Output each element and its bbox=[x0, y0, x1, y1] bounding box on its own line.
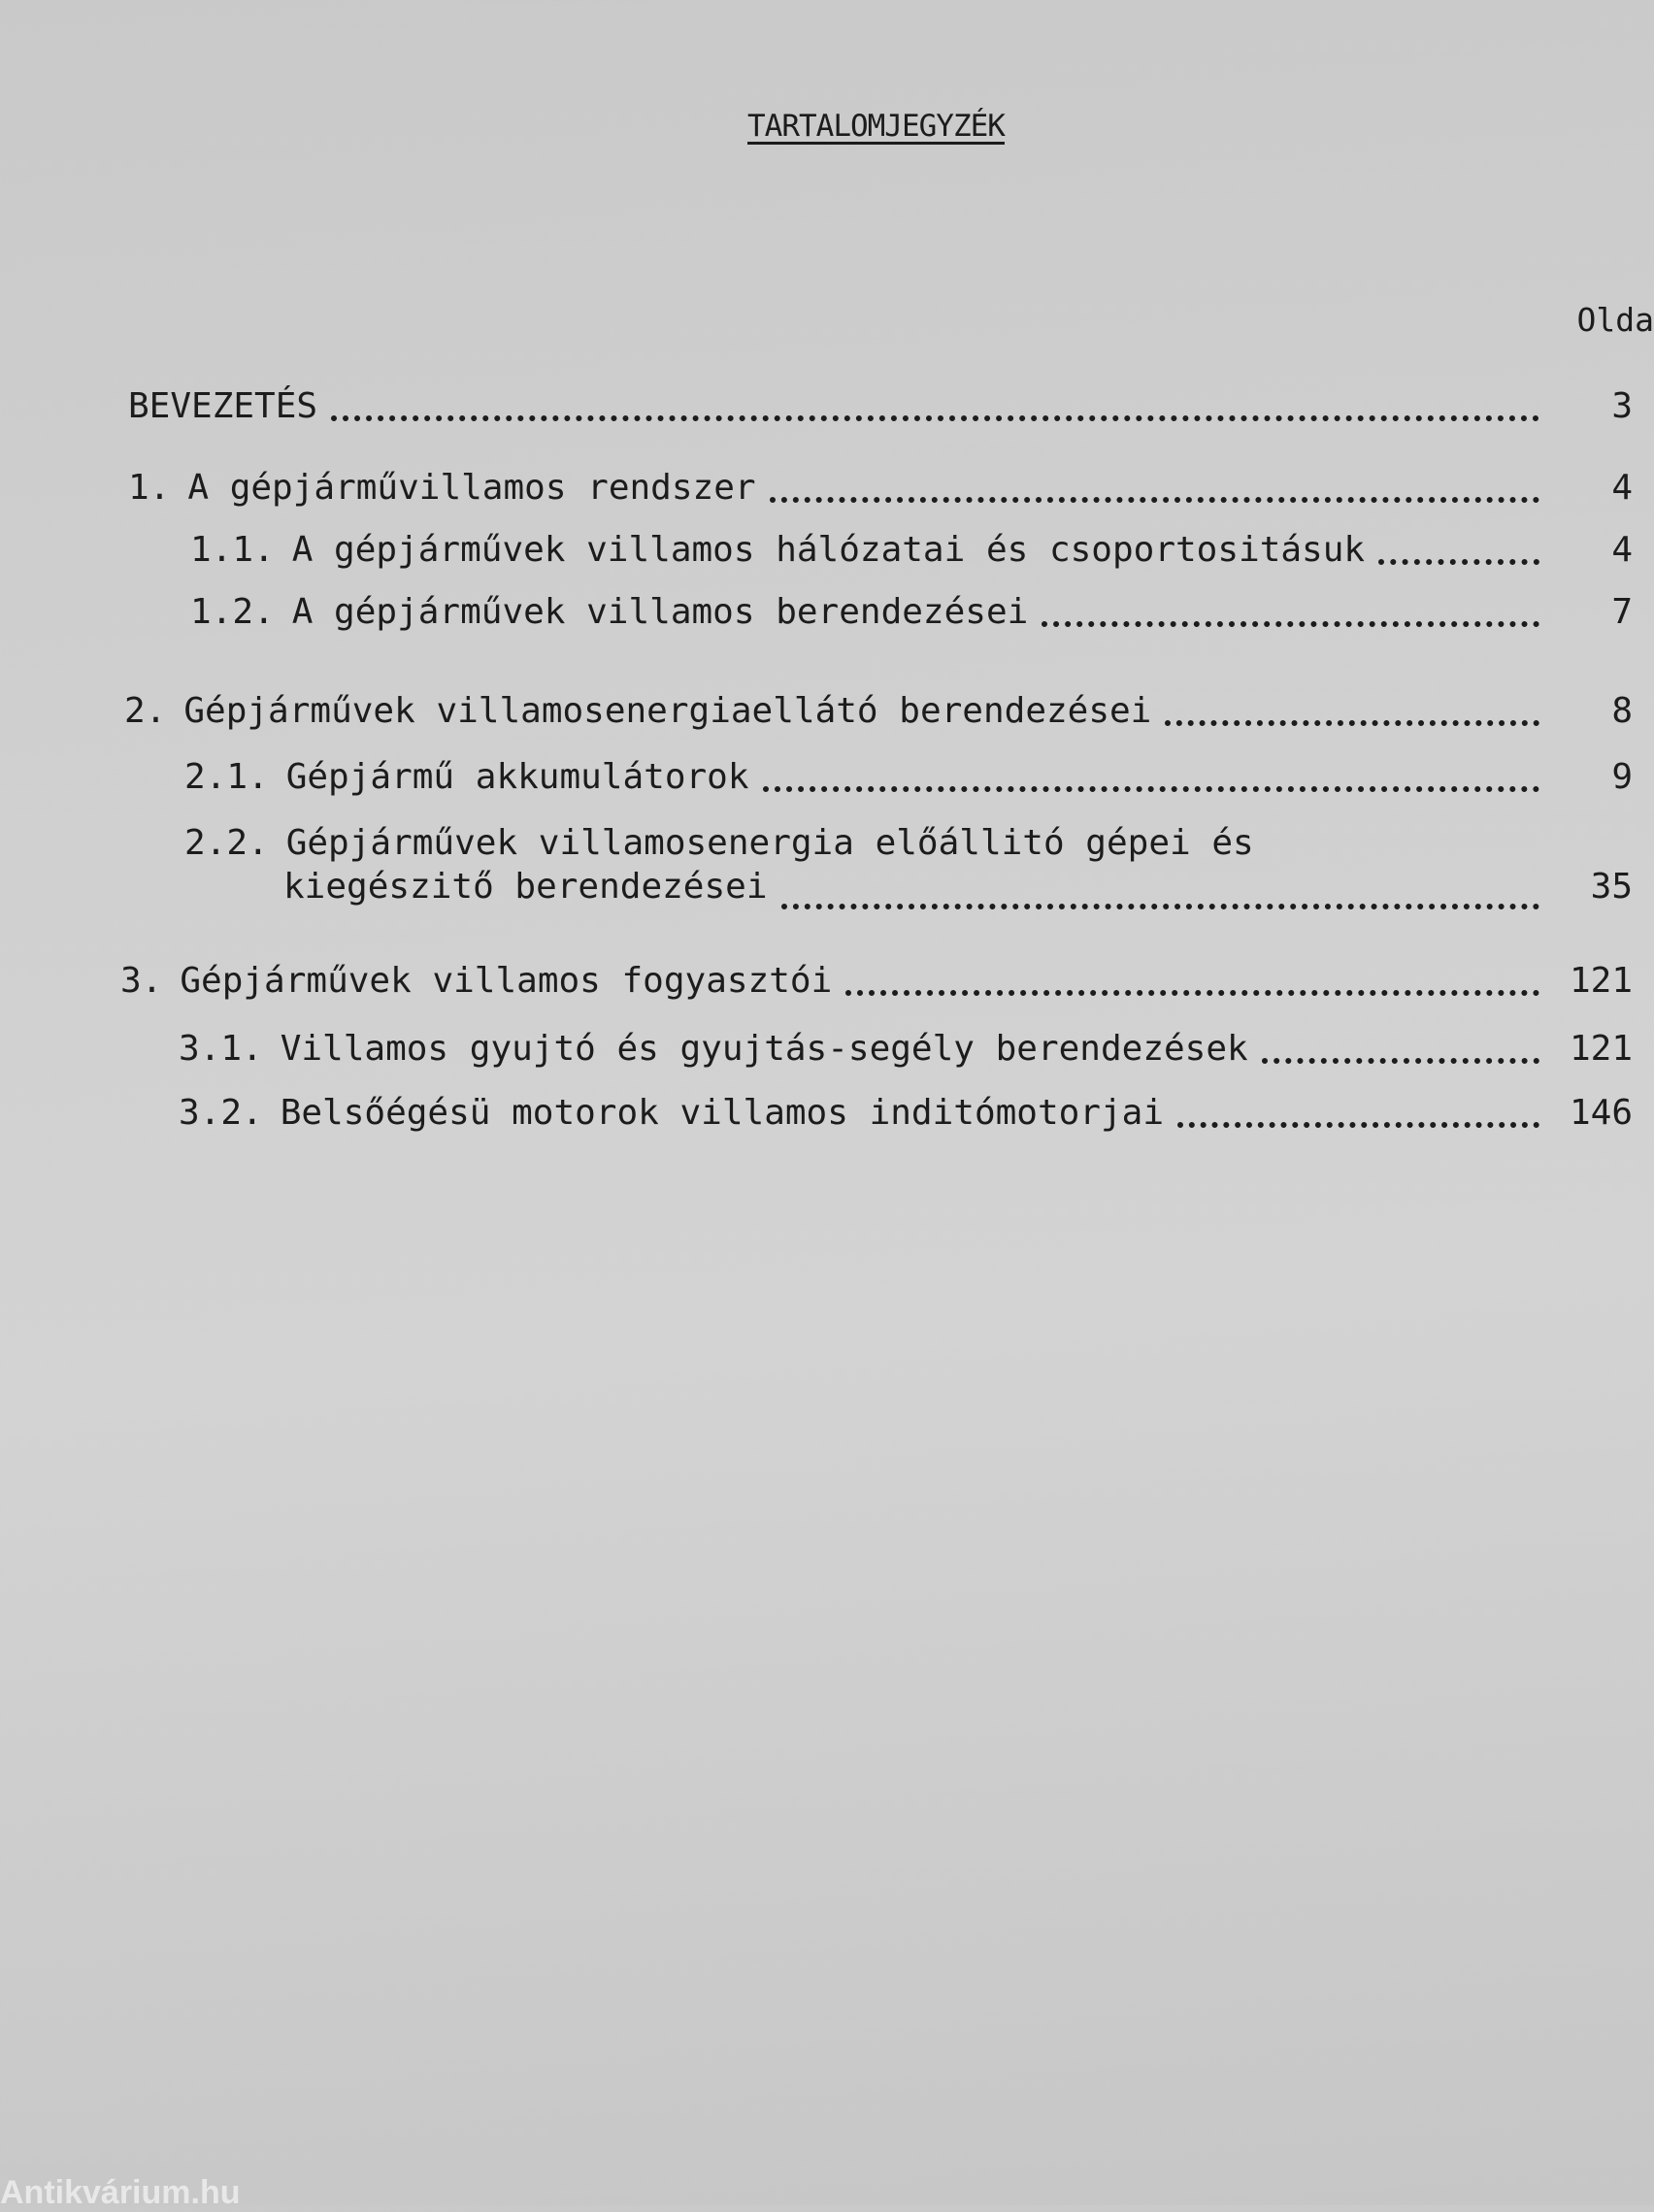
toc-entry-page: 121 bbox=[1569, 1029, 1633, 1069]
toc-entry-page: 8 bbox=[1611, 691, 1633, 731]
dot-leader bbox=[763, 786, 1539, 792]
dot-leader bbox=[1378, 559, 1539, 565]
toc-entry-line1 bbox=[184, 823, 1633, 863]
dot-leader bbox=[1165, 720, 1539, 726]
toc-entry bbox=[190, 592, 1633, 632]
toc-entry bbox=[128, 386, 1633, 426]
toc-entry-title-continued: kiegészitő berendezései bbox=[283, 867, 768, 907]
toc-entry-number: 2. bbox=[124, 691, 167, 731]
toc-entry-title: A gépjárművek villamos berendezései bbox=[291, 592, 1029, 632]
toc-entry-number: 3.2. bbox=[179, 1093, 263, 1133]
dot-leader bbox=[781, 904, 1540, 909]
toc-entry-number: 2.2. bbox=[184, 823, 269, 863]
toc-entry-page: 7 bbox=[1611, 592, 1633, 632]
toc-entry-title: Villamos gyujtó és gyujtás-segély berendezések bbox=[280, 1029, 1248, 1069]
watermark: Antikvárium.hu bbox=[0, 2174, 241, 2211]
page-column-header: Olda bbox=[1576, 301, 1654, 339]
toc-entry bbox=[184, 823, 1633, 907]
toc-entry bbox=[124, 691, 1633, 731]
toc-entry-title: Gépjárművek villamosenergia előállitó gépei és bbox=[285, 823, 1254, 863]
toc-entry-page: 4 bbox=[1611, 530, 1633, 570]
toc-entry-number: 3.1. bbox=[179, 1029, 263, 1069]
toc-entry-page: 121 bbox=[1569, 961, 1633, 1001]
dot-leader bbox=[1177, 1122, 1539, 1128]
toc-entry bbox=[179, 1093, 1633, 1133]
toc-entry-number: 1.1. bbox=[190, 530, 275, 570]
toc-entry-page: 35 bbox=[1590, 867, 1633, 907]
toc-entry-title: A gépjárművek villamos hálózatai és csoportositásuk bbox=[291, 530, 1366, 570]
toc-entry-title: Gépjárművek villamos fogyasztói bbox=[180, 961, 833, 1001]
toc-entry-page: 4 bbox=[1611, 468, 1633, 508]
toc-entry-number: 1.2. bbox=[190, 592, 275, 632]
toc-entry bbox=[179, 1029, 1633, 1069]
toc-entry-title: Gépjármű akkumulátorok bbox=[285, 757, 749, 797]
toc-entry-page: 9 bbox=[1611, 757, 1633, 797]
toc-entry bbox=[120, 961, 1633, 1001]
dot-leader bbox=[331, 415, 1539, 421]
toc-entry-line2 bbox=[283, 867, 1633, 907]
dot-leader bbox=[1262, 1058, 1539, 1064]
toc-entry-title: Gépjárművek villamosenergiaellátó berendezései bbox=[183, 691, 1152, 731]
toc-entry-number: 2.1. bbox=[184, 757, 269, 797]
toc-entry bbox=[128, 468, 1633, 508]
toc-entry bbox=[190, 530, 1633, 570]
dot-leader bbox=[845, 990, 1539, 996]
dot-leader bbox=[1042, 621, 1539, 627]
toc-entry-page: 3 bbox=[1611, 386, 1633, 426]
toc-entry-page: 146 bbox=[1569, 1093, 1633, 1133]
toc-entry bbox=[184, 757, 1633, 797]
toc-heading: TARTALOMJEGYZÉK bbox=[747, 109, 1005, 144]
toc-entry-number: 3. bbox=[120, 961, 163, 1001]
toc-entry-title: Belsőégésü motorok villamos inditómotorjai bbox=[280, 1093, 1165, 1133]
dot-leader bbox=[770, 497, 1539, 503]
toc-entry-title: A gépjárművillamos rendszer bbox=[187, 468, 756, 508]
toc-entry-title: BEVEZETÉS bbox=[128, 386, 318, 426]
toc-entry-number: 1. bbox=[128, 468, 171, 508]
